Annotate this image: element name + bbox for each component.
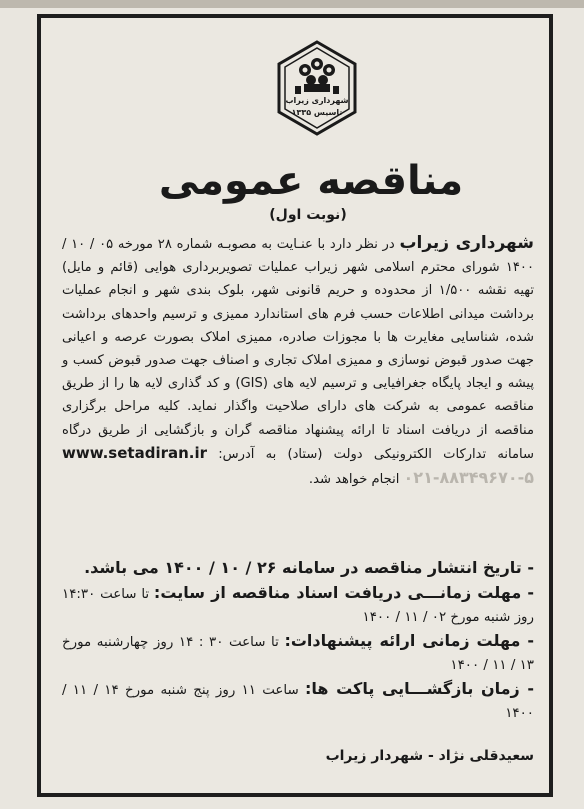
list-item: - مهلت زمانی ارائه پیشنهادات: تا ساعت ۳۰ : ۱۴ روز چهارشنبه مورخ ۱۳ / ۱۱ / ۱۴۰۰ [62,631,534,673]
list-item: - تاریخ انتشار مناقصه در سامانه ۲۶ / ۱۰ / ۱۴۰۰ می باشد. [84,558,534,577]
notice-body [62,232,534,491]
emblem-icon [271,40,363,136]
signature: سعیدقلی نژاد - شهردار زیراب [325,748,534,764]
logo-name: شهرداری زیراب [285,96,349,105]
body-ending: انجام خواهد شد. [308,472,404,488]
clipped-header-strip [0,0,584,8]
list-item: - زمان بازگشـــایی پاکت ها: ساعت ۱۱ روز پنج شنبه مورخ ۱۴ / ۱۱ / ۱۴۰۰ [62,679,534,721]
municipality-logo [271,40,363,136]
schedule-list [62,556,534,725]
notice-title: مناقصه عمومی [158,158,464,204]
notice-heading [131,158,491,223]
website-link[interactable]: www.setadiran.ir [62,443,208,462]
logo-founded: تاسیس ۱۳۳۵ [291,108,343,117]
notice-round: (نوبت اول) [269,206,347,223]
list-item: - مهلت زمانـــی دریافت اسناد مناقصه از سایت: تا ساعت ۱۴:۳۰ روز شنبه مورخ ۰۲ / ۱۱ / ۱۴۰۰ [62,583,534,625]
issuer-name: شهرداری زیراب [399,233,534,253]
bleed-through-phone: ۰۲۱-۸۸۳۴۹۶۷۰-۵ [403,468,534,488]
body-paragraph: در نظر دارد با عنـایت به مصوبـه شماره ۲۸ مورخه ۰۵ / ۱۰ / ۱۴۰۰ شورای محترم اسلامی شهر زیراب عملیات تصویربرداری هوایی (قائم و مایل) تهیه نقشه ۱/۵۰۰ از محدوده و حریم قانونی شهر، بلوک بندی شهر و انجام عملیات برداشت میدانی اطلاعات حسب فرم های استاندارد ممیزی و ترسیم واحدهای برداشت شده، شناسایی مغایرت ها با مجوزات صادره، ممیزی املاک بصورت عرصه و اعیانی جهت صدور قبوض نوسازی و ممیزی املاک تجاری و اصناف جهت صدور قبوض کسب و پیشه و ایجاد پایگاه جغرافیایی و ترسیم لایه های (GIS) و کد گذاری لایه ها را از طریق مناقصه عمومی به شرکت های دارای صلاحیت واگذار نماید. کلیه مراحل برگزاری مناقصه از دریافت اسناد تا ارائه پیشنهاد مناقصه گران و بازگشایی از طریق درگاه سامانه تدارکات الکترونیکی دولت (ستاد) به آدرس: [62,237,535,462]
